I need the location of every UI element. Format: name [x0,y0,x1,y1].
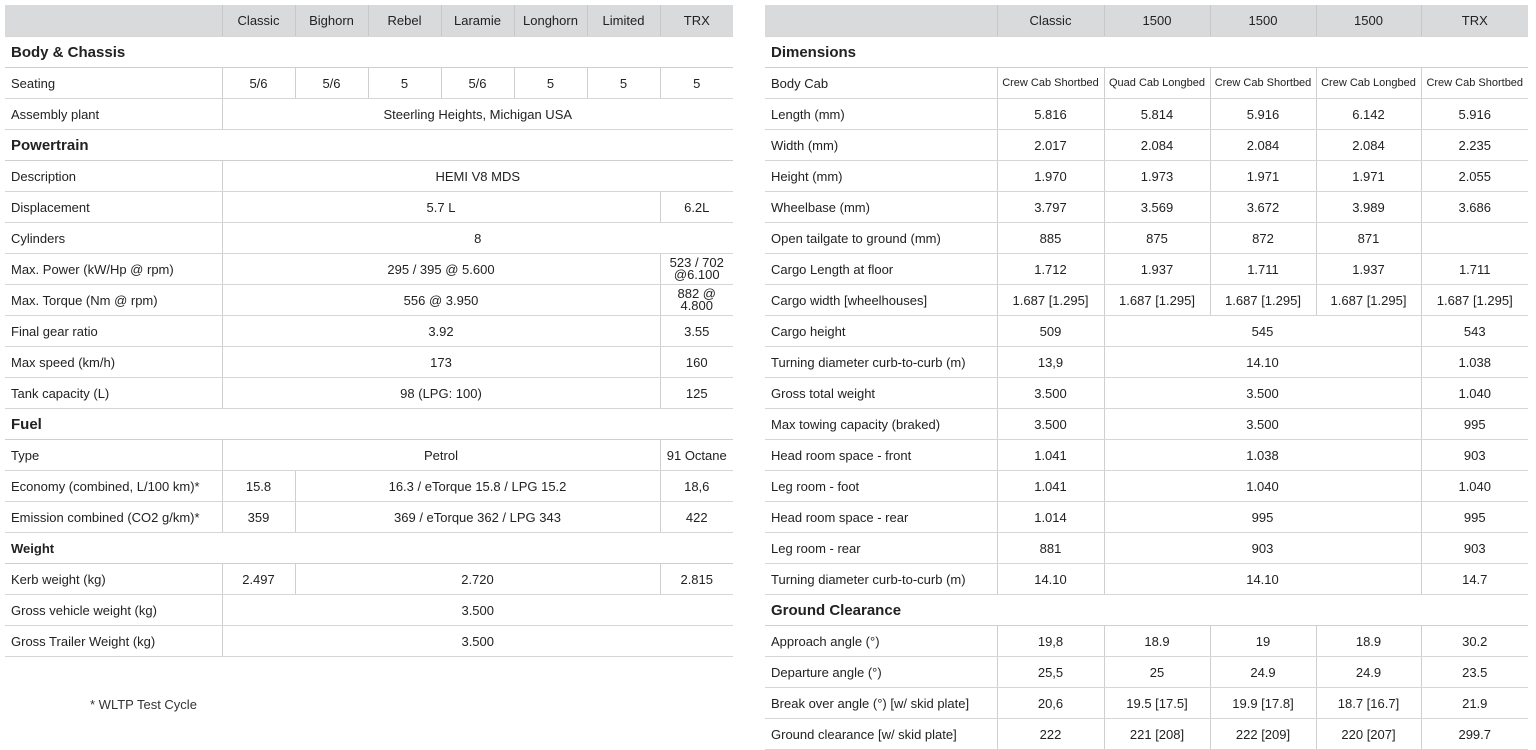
header-blank [5,5,222,37]
cell: 14.10 [1104,347,1421,378]
cell: 21.9 [1421,688,1528,719]
table-row [765,533,1528,564]
row-label: Cylinders [5,223,222,254]
col-1500-c: 1500 [1316,5,1421,37]
left-spec-table [5,5,733,657]
section-dimensions: Dimensions [765,37,1528,68]
table-row [5,161,733,192]
table-row [5,471,733,502]
cell: 1.038 [1104,440,1421,471]
cell: 23.5 [1421,657,1528,688]
cell-trx: 543 [1421,316,1528,347]
cell: 1.711 [1421,254,1528,285]
col-trx: TRX [1421,5,1528,37]
row-label: Break over angle (°) [w/ skid plate] [765,688,997,719]
cell-trx: 14.7 [1421,564,1528,595]
table-row [765,254,1528,285]
cell-trx: 125 [660,378,733,409]
table-row [765,409,1528,440]
row-label: Final gear ratio [5,316,222,347]
cell: 1.040 [1104,471,1421,502]
cell: 2.055 [1421,161,1528,192]
table-row [765,68,1528,99]
row-label: Wheelbase (mm) [765,192,997,223]
cell: 5.916 [1421,99,1528,130]
cell: Quad Cab Longbed [1104,68,1210,99]
row-label: Max speed (km/h) [5,347,222,378]
header-blank [765,5,997,37]
cell: 2.084 [1210,130,1316,161]
cell: 19.9 [17.8] [1210,688,1316,719]
table-row [5,440,733,471]
cell: 18.9 [1316,626,1421,657]
row-label: Height (mm) [765,161,997,192]
cell: 299.7 [1421,719,1528,750]
cell-classic: 1.041 [997,471,1104,502]
cell: 5.814 [1104,99,1210,130]
table-row [765,347,1528,378]
table-row [5,254,733,285]
table-row [765,564,1528,595]
table-row [765,223,1528,254]
cell: 3.989 [1316,192,1421,223]
cell [1421,223,1528,254]
cell-classic: 13,9 [997,347,1104,378]
cell: 2.017 [997,130,1104,161]
row-label: Assembly plant [5,99,222,130]
cell: 885 [997,223,1104,254]
table-row [765,626,1528,657]
row-label: Emission combined (CO2 g/km)* [5,502,222,533]
row-label: Length (mm) [765,99,997,130]
row-label: Economy (combined, L/100 km)* [5,471,222,502]
col-longhorn: Longhorn [514,5,587,37]
col-classic: Classic [222,5,295,37]
cell: 1.687 [1.295] [1316,285,1421,316]
cell-trx: 882 @ 4.800 [660,285,733,316]
cell: 5/6 [295,68,368,99]
section-body-chassis: Body & Chassis [5,37,733,68]
row-label: Description [5,161,222,192]
cell: 25,5 [997,657,1104,688]
section-ground-clearance: Ground Clearance [765,595,1528,626]
cell: HEMI V8 MDS [222,161,733,192]
row-label: Cargo width [wheelhouses] [765,285,997,316]
cell: 19.5 [17.5] [1104,688,1210,719]
header-row [5,5,733,37]
row-label: Head room space - front [765,440,997,471]
section-fuel: Fuel [5,409,733,440]
row-label: Type [5,440,222,471]
row-label: Max. Torque (Nm @ rpm) [5,285,222,316]
cell-classic: 1.041 [997,440,1104,471]
cell: 5 [368,68,441,99]
row-label: Leg room - rear [765,533,997,564]
col-laramie: Laramie [441,5,514,37]
table-row [5,502,733,533]
footnote: * WLTP Test Cycle [90,697,197,712]
cell: 19,8 [997,626,1104,657]
table-row [765,316,1528,347]
cell: 556 @ 3.950 [222,285,660,316]
cell: Petrol [222,440,660,471]
row-label: Seating [5,68,222,99]
col-bighorn: Bighorn [295,5,368,37]
row-label: Max. Power (kW/Hp @ rpm) [5,254,222,285]
cell-classic: 15.8 [222,471,295,502]
cell-classic: 359 [222,502,295,533]
row-label: Gross Trailer Weight (kg) [5,626,222,657]
cell: 6.142 [1316,99,1421,130]
col-trx: TRX [660,5,733,37]
cell-trx: 903 [1421,533,1528,564]
cell: 5.916 [1210,99,1316,130]
cell-classic: 14.10 [997,564,1104,595]
row-label: Body Cab [765,68,997,99]
cell-classic: 1.014 [997,502,1104,533]
cell-classic: 509 [997,316,1104,347]
row-label: Head room space - rear [765,502,997,533]
cell: Crew Cab Shortbed [1421,68,1528,99]
cell: 1.687 [1.295] [1421,285,1528,316]
table-row [5,316,733,347]
cell: 903 [1104,533,1421,564]
section-powertrain: Powertrain [5,130,733,161]
row-label: Kerb weight (kg) [5,564,222,595]
cell: 222 [209] [1210,719,1316,750]
cell: 3.500 [222,595,733,626]
cell: 1.687 [1.295] [1104,285,1210,316]
row-label: Cargo Length at floor [765,254,997,285]
cell: 1.973 [1104,161,1210,192]
cell: 3.797 [997,192,1104,223]
cell: 5/6 [222,68,295,99]
table-row [765,502,1528,533]
cell: 3.500 [222,626,733,657]
row-label: Ground clearance [w/ skid plate] [765,719,997,750]
cell: 3.500 [1104,378,1421,409]
cell-trx: 995 [1421,409,1528,440]
cell-classic: 3.500 [997,378,1104,409]
cell-trx: 903 [1421,440,1528,471]
table-row [765,99,1528,130]
cell: 875 [1104,223,1210,254]
row-label: Departure angle (°) [765,657,997,688]
cell-trx: 6.2L [660,192,733,223]
cell: Crew Cab Longbed [1316,68,1421,99]
table-row [765,161,1528,192]
cell: 5/6 [441,68,514,99]
cell: 16.3 / eTorque 15.8 / LPG 15.2 [295,471,660,502]
row-label: Displacement [5,192,222,223]
cell-classic: 2.497 [222,564,295,595]
cell: 3.569 [1104,192,1210,223]
row-label: Leg room - foot [765,471,997,502]
table-row [5,285,733,316]
cell-trx: 2.815 [660,564,733,595]
table-row [765,688,1528,719]
cell-trx: 1.040 [1421,378,1528,409]
cell: 5.816 [997,99,1104,130]
table-row [5,626,733,657]
cell: 545 [1104,316,1421,347]
cell: 222 [997,719,1104,750]
row-label: Turning diameter curb-to-curb (m) [765,347,997,378]
table-row [5,347,733,378]
cell: 1.711 [1210,254,1316,285]
table-row [765,378,1528,409]
table-row [5,378,733,409]
col-1500-b: 1500 [1210,5,1316,37]
cell: 20,6 [997,688,1104,719]
cell: 5.7 L [222,192,660,223]
cell: 1.971 [1210,161,1316,192]
cell-trx: 422 [660,502,733,533]
cell-trx: 3.55 [660,316,733,347]
table-row [5,68,733,99]
cell-classic: 881 [997,533,1104,564]
cell: 3.500 [1104,409,1421,440]
cell: 2.084 [1316,130,1421,161]
col-limited: Limited [587,5,660,37]
cell: 5 [587,68,660,99]
cell-trx: 18,6 [660,471,733,502]
table-row [5,192,733,223]
cell: 995 [1104,502,1421,533]
cell: 1.937 [1104,254,1210,285]
cell: 30.2 [1421,626,1528,657]
cell: 8 [222,223,733,254]
cell-trx: 1.040 [1421,471,1528,502]
cell: Crew Cab Shortbed [1210,68,1316,99]
row-label: Gross vehicle weight (kg) [5,595,222,626]
table-row [765,192,1528,223]
table-row [5,223,733,254]
row-label: Turning diameter curb-to-curb (m) [765,564,997,595]
cell-trx: 91 Octane [660,440,733,471]
row-label: Open tailgate to ground (mm) [765,223,997,254]
cell: 5 [514,68,587,99]
cell: 14.10 [1104,564,1421,595]
cell: 18.7 [16.7] [1316,688,1421,719]
cell: 872 [1210,223,1316,254]
table-row [765,657,1528,688]
cell: 3.92 [222,316,660,347]
right-spec-table [765,5,1528,750]
cell-classic: 3.500 [997,409,1104,440]
cell: 2.084 [1104,130,1210,161]
cell: 369 / eTorque 362 / LPG 343 [295,502,660,533]
cell: 1.687 [1.295] [1210,285,1316,316]
table-row [765,285,1528,316]
cell: 173 [222,347,660,378]
cell: 3.672 [1210,192,1316,223]
cell: 1.971 [1316,161,1421,192]
row-label: Width (mm) [765,130,997,161]
table-row [5,564,733,595]
cell: 2.720 [295,564,660,595]
table-row [5,99,733,130]
cell: 24.9 [1316,657,1421,688]
col-rebel: Rebel [368,5,441,37]
table-row [765,471,1528,502]
cell: 25 [1104,657,1210,688]
cell: 5 [660,68,733,99]
cell: 1.970 [997,161,1104,192]
cell: 3.686 [1421,192,1528,223]
cell: 2.235 [1421,130,1528,161]
table-row [765,440,1528,471]
col-classic: Classic [997,5,1104,37]
cell: Crew Cab Shortbed [997,68,1104,99]
cell: 1.687 [1.295] [997,285,1104,316]
header-row [765,5,1528,37]
cell: 19 [1210,626,1316,657]
table-row [765,130,1528,161]
row-label: Max towing capacity (braked) [765,409,997,440]
row-label: Cargo height [765,316,997,347]
cell: 1.937 [1316,254,1421,285]
row-label: Gross total weight [765,378,997,409]
cell: 221 [208] [1104,719,1210,750]
cell: Steerling Heights, Michigan USA [222,99,733,130]
cell: 295 / 395 @ 5.600 [222,254,660,285]
row-label: Approach angle (°) [765,626,997,657]
cell: 24.9 [1210,657,1316,688]
cell: 871 [1316,223,1421,254]
cell: 18.9 [1104,626,1210,657]
cell: 1.712 [997,254,1104,285]
cell: 98 (LPG: 100) [222,378,660,409]
section-weight: Weight [5,533,733,564]
row-label: Tank capacity (L) [5,378,222,409]
cell-trx: 1.038 [1421,347,1528,378]
table-row [5,595,733,626]
cell: 220 [207] [1316,719,1421,750]
col-1500-a: 1500 [1104,5,1210,37]
cell-trx: 995 [1421,502,1528,533]
cell-trx: 523 / 702 @6.100 [660,254,733,285]
cell-trx: 160 [660,347,733,378]
